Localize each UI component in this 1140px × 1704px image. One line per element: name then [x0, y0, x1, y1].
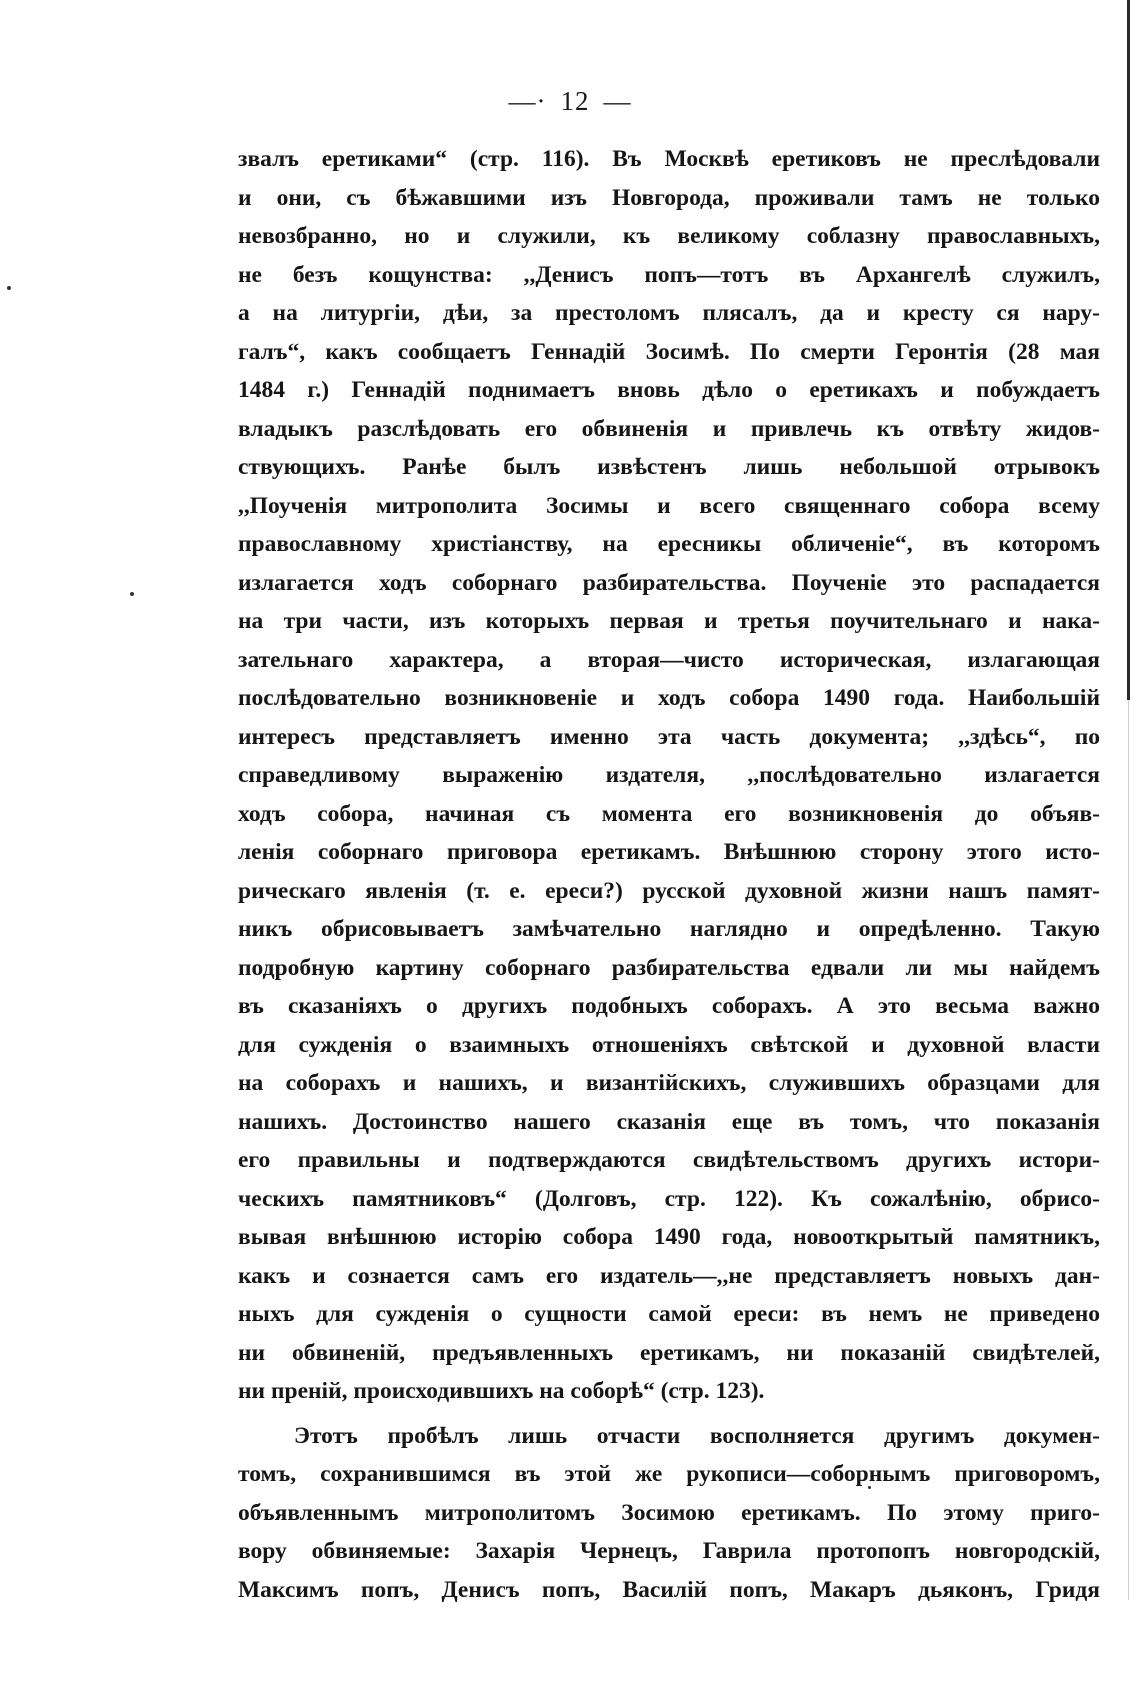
header-dash-left: —·	[508, 86, 547, 116]
text-line: зательнаго характера, а вторая—чисто историческая, излагающая	[238, 646, 1100, 673]
text-line: православному христіанству, на ересникы обличеніе“, въ которомъ	[238, 531, 1100, 557]
text-line: излагается ходъ соборнаго разбирательства. Поученіе это распадается	[238, 569, 1100, 596]
text-line: никъ обрисовываетъ замѣчательно наглядно и опредѣленно. Такую	[238, 916, 1100, 942]
text-line: нашихъ. Достоинство нашего сказанія еще въ томъ, что показанія	[238, 1108, 1100, 1135]
text-line: ствующихъ. Ранѣе былъ извѣстенъ лишь небольшой отрывокъ	[238, 454, 1100, 480]
text-line: невозбранно, но и служили, къ великому соблазну православныхъ,	[238, 223, 1100, 249]
text-line: вору обвиняемые: Захарія Чернецъ, Гаврила протопопъ новгородскій,	[238, 1538, 1100, 1564]
text-line: какъ и сознается самъ его издатель—,,не представляетъ новыхъ дан-	[238, 1262, 1100, 1289]
text-line: рическаго явленія (т. е. ереси?) русской духовной жизни нашъ памят-	[238, 877, 1100, 904]
text-line: галъ“, какъ сообщаетъ Геннадій Зосимѣ. По смерти Геронтія (28 мая	[238, 338, 1100, 365]
text-line: а на литургіи, дѣи, за престоломъ плясалъ, да и кресту ся нару-	[238, 300, 1100, 326]
text-line: послѣдовательно возникновеніе и ходъ собора 1490 года. Наибольшій	[238, 685, 1100, 711]
text-line: ни обвиненій, предъявленныхъ еретикамъ, ни показаній свидѣтелей,	[238, 1339, 1100, 1366]
text-line: ленія соборнаго приговора еретикамъ. Внѣшнюю сторону этого исто-	[238, 839, 1100, 865]
header-dash-right: —	[603, 86, 632, 116]
text-line: вывая внѣшнюю исторію собора 1490 года, новооткрытый памятникъ,	[238, 1224, 1100, 1250]
text-line: и они, съ бѣжавшими изъ Новгорода, проживали тамъ не только	[238, 184, 1100, 211]
text-line: для сужденія о взаимныхъ отношеніяхъ свѣтской и духовной власти	[238, 1031, 1100, 1058]
text-line: ни преній, происходившихъ на соборѣ“ (стр. 123).	[238, 1378, 765, 1404]
page-edge-border-faint	[1128, 700, 1129, 1600]
text-line: ходъ собора, начиная съ момента его возникновенія до объяв-	[238, 800, 1100, 827]
page-header	[0, 86, 1140, 117]
scan-speck	[130, 592, 134, 596]
page-number: 12	[560, 86, 590, 116]
text-line: справедливому выраженію издателя, ,,послѣдовательно излагается	[238, 762, 1100, 788]
text-line: 1484 г.) Геннадій поднимаетъ вновь дѣло о еретикахъ и побуждаетъ	[238, 377, 1100, 403]
paragraph-1	[238, 140, 1100, 1411]
text-line: Этотъ пробѣлъ лишь отчасти восполняется другимъ докумен-	[294, 1422, 1100, 1449]
text-line: Максимъ попъ, Денисъ попъ, Василій попъ, Макаръ дьяконъ, Гридя	[238, 1576, 1100, 1603]
text-line: томъ, сохранившимся въ этой же рукописи—соборнымъ приговоромъ,	[238, 1461, 1100, 1487]
text-line: не безъ кощунства: ,,Денисъ попъ—тотъ въ Архангелѣ служилъ,	[238, 261, 1100, 288]
text-line: ческихъ памятниковъ“ (Долговъ, стр. 122). Къ сожалѣнію, обрисо-	[238, 1185, 1100, 1212]
text-line: на три части, изъ которыхъ первая и третья поучительнаго и нака-	[238, 608, 1100, 634]
paragraph-2	[238, 1417, 1100, 1610]
text-line: подробную картину соборнаго разбирательства едвали ли мы найдемъ	[238, 954, 1100, 981]
text-line: звалъ еретиками“ (стр. 116). Въ Москвѣ еретиковъ не преслѣдовали	[238, 146, 1100, 172]
text-line: на соборахъ и нашихъ, и византійскихъ, служившихъ образцами для	[238, 1070, 1100, 1096]
text-line: въ сказаніяхъ о другихъ подобныхъ соборахъ. А это весьма важно	[238, 993, 1100, 1019]
text-line: его правильны и подтверждаются свидѣтельствомъ другихъ истори-	[238, 1147, 1100, 1173]
text-line: ныхъ для сужденія о сущности самой ереси: въ немъ не приведено	[238, 1301, 1100, 1327]
scan-speck	[7, 286, 11, 290]
text-line: интересъ представляетъ именно эта часть документа; ,,здѣсь“, по	[238, 723, 1100, 750]
text-line: владыкъ разслѣдовать его обвиненія и привлечь къ отвѣту жидов-	[238, 415, 1100, 442]
text-line: объявленнымъ митрополитомъ Зосимою еретикамъ. По этому приго-	[238, 1499, 1100, 1526]
text-line: ,,Поученія митрополита Зосимы и всего священнаго собора всему	[238, 492, 1100, 519]
body-text	[238, 140, 1100, 1609]
